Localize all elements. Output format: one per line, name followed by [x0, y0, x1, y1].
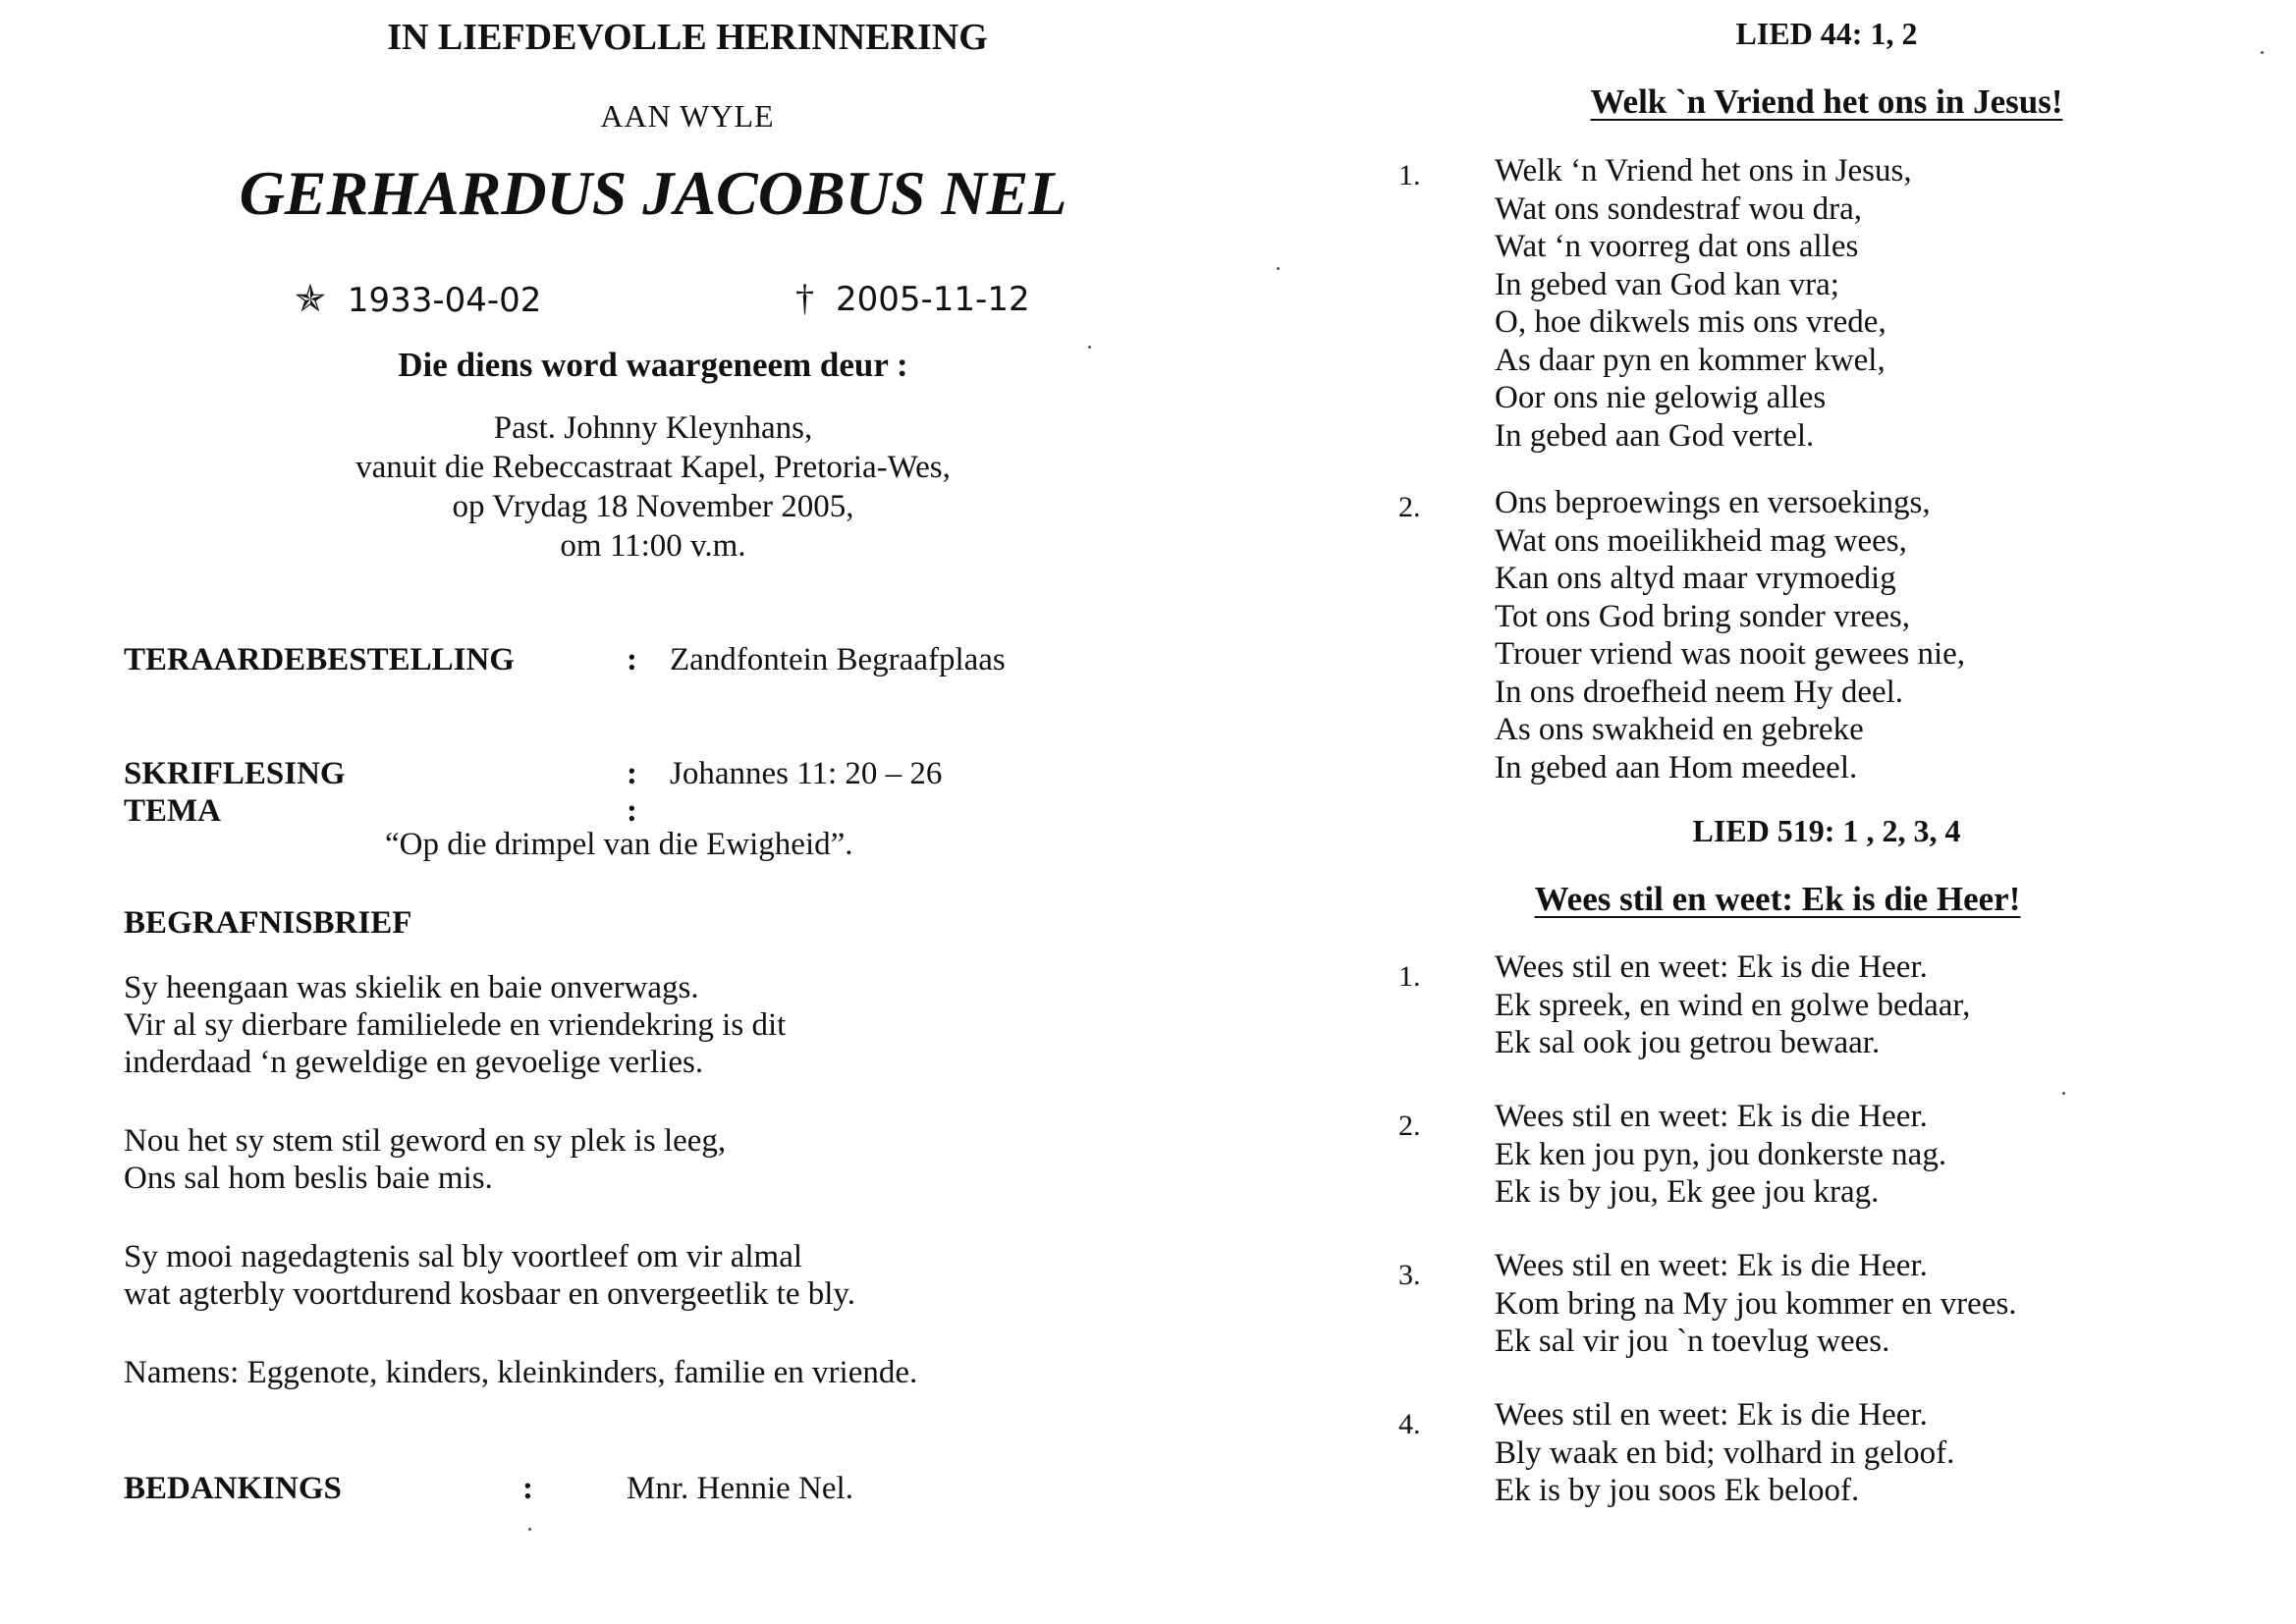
hymn2-subtitle: Wees stil en weet: Ek is die Heer! [1534, 880, 2021, 918]
letter-signoff: Namens: Eggenote, kinders, kleinkinders, familie en vriende. [124, 1355, 918, 1390]
hymn2-title: LIED 519: 1 , 2, 3, 4 [1692, 813, 1961, 848]
verse-line: Ek sal ook jou getrou bewaar. [1495, 1025, 1881, 1060]
verse-line: In gebed aan God vertel. [1495, 417, 1815, 454]
hymn1-verse-2 [1495, 484, 1965, 786]
service-line: Past. Johnny Kleynhans, [493, 410, 813, 446]
hymn2-verse-4 [1495, 1396, 1954, 1510]
verse-line: Oor ons nie gelowig alles [1495, 380, 1827, 415]
hymn2-verse-1 [1495, 948, 1970, 1062]
verse-line: Wees stil en weet: Ek is die Heer. [1495, 1397, 1928, 1433]
letter-line: inderdaad ‘n geweldige en gevoelige verlies. [124, 1045, 704, 1080]
hymn1-subtitle: Welk `n Vriend het ons in Jesus! [1590, 82, 2063, 121]
verse-line: Welk ‘n Vriend het ons in Jesus, [1495, 153, 1912, 189]
verse-number: 1. [1398, 960, 1421, 993]
verse-line: Wat ons moeilikheid mag wees, [1495, 522, 1907, 559]
verse-line: In ons droefheid neem Hy deel. [1495, 674, 1904, 710]
verse-line: Wees stil en weet: Ek is die Heer. [1495, 1248, 1928, 1283]
service-heading: Die diens word waargeneem deur : [398, 346, 908, 384]
verse-number: 4. [1398, 1408, 1421, 1440]
letter-line: Vir al sy dierbare familielede en vriendekring is dit [124, 1007, 787, 1043]
verse-line: Tot ons God bring sonder vrees, [1495, 598, 1910, 634]
verse-line: Wees stil en weet: Ek is die Heer. [1495, 949, 1928, 985]
tema-label: TEMA [124, 793, 221, 829]
deceased-name: GERHARDUS JACOBUS NEL [239, 158, 1067, 228]
service-line: vanuit die Rebeccastraat Kapel, Pretoria-Wes, [355, 450, 951, 485]
aan-wyle-label: AAN WYLE [600, 98, 775, 134]
verse-line: Bly waak en bid; volhard in geloof. [1495, 1435, 1955, 1471]
verse-line: Ek is by jou, Ek gee jou krag. [1495, 1174, 1880, 1210]
letter-line: Nou het sy stem stil geword en sy plek is leeg, [124, 1123, 727, 1159]
verse-line: Ek is by jou soos Ek beloof. [1495, 1473, 1860, 1508]
verse-line: Ons beproewings en versoekings, [1495, 485, 1931, 520]
verse-line: As daar pyn en kommer kwel, [1495, 342, 1886, 378]
letter-heading: BEGRAFNISBRIEF [124, 905, 412, 941]
teraarde-label: TERAARDEBESTELLING [124, 642, 515, 677]
verse-line: Ek ken jou pyn, jou donkerste nag. [1495, 1136, 1947, 1172]
verse-line: In gebed van God kan vra; [1495, 266, 1839, 302]
tema-value: “Op die drimpel van die Ewigheid”. [385, 827, 853, 862]
thanks-colon: : [522, 1471, 533, 1506]
verse-line: Kan ons altyd maar vrymoedig [1495, 561, 1896, 596]
verse-line: Wat ‘n voorreg dat ons alles [1495, 229, 1859, 264]
scan-speck [1088, 346, 1091, 349]
hymn1-verse-1 [1495, 152, 1912, 455]
death-date: 2005-11-12 [836, 280, 1030, 319]
star-icon: ✯ [295, 279, 326, 320]
skriflesing-colon: : [627, 756, 637, 791]
hymn1-title: LIED 44: 1, 2 [1735, 16, 1918, 51]
verse-line: Wees stil en weet: Ek is die Heer. [1495, 1099, 1928, 1134]
thanks-label: BEDANKINGS [124, 1471, 342, 1506]
verse-line: Ek sal vir jou `n toevlug wees. [1495, 1324, 1890, 1359]
verse-line: As ons swakheid en gebreke [1495, 712, 1864, 747]
teraarde-value: Zandfontein Begraafplaas [670, 642, 1006, 677]
hymn2-verse-2 [1495, 1098, 1946, 1212]
verse-line: Trouer vriend was nooit gewees nie, [1495, 636, 1966, 672]
scan-speck [2062, 1092, 2065, 1095]
verse-number: 3. [1398, 1259, 1421, 1291]
scan-speck [2261, 51, 2264, 54]
letter-line: Sy heengaan was skielik en baie onverwags. [124, 970, 699, 1005]
verse-number: 1. [1398, 159, 1421, 191]
cross-icon: † [795, 278, 814, 319]
verse-line: O, hoe dikwels mis ons vrede, [1495, 304, 1886, 340]
verse-line: In gebed aan Hom meedeel. [1495, 749, 1858, 785]
skriflesing-label: SKRIFLESING [124, 756, 346, 791]
birth-date-row [295, 277, 541, 321]
letter-line: wat agterbly voortdurend kosbaar en onvergeetlik te bly. [124, 1276, 856, 1312]
memorial-heading: IN LIEFDEVOLLE HERINNERING [387, 17, 988, 58]
scan-speck [528, 1528, 531, 1531]
verse-number: 2. [1398, 491, 1421, 523]
verse-line: Wat ons sondestraf wou dra, [1495, 190, 1863, 227]
service-line: om 11:00 v.m. [560, 528, 746, 564]
verse-line: Kom bring na My jou kommer en vrees. [1495, 1285, 2017, 1322]
letter-line: Ons sal hom beslis baie mis. [124, 1161, 493, 1196]
death-date-row [795, 277, 1030, 320]
hymn2-verse-3 [1495, 1247, 2017, 1361]
scan-speck [1277, 267, 1280, 270]
verse-line: Ek spreek, en wind en golwe bedaar, [1495, 987, 1971, 1023]
thanks-value: Mnr. Hennie Nel. [627, 1471, 853, 1506]
skriflesing-value: Johannes 11: 20 – 26 [670, 756, 943, 791]
verse-number: 2. [1398, 1110, 1421, 1142]
service-line: op Vrydag 18 November 2005, [452, 489, 854, 524]
letter-line: Sy mooi nagedagtenis sal bly voortleef om vir almal [124, 1239, 803, 1274]
birth-date: 1933-04-02 [347, 281, 542, 320]
tema-colon: : [627, 793, 637, 829]
teraarde-colon: : [627, 642, 637, 677]
